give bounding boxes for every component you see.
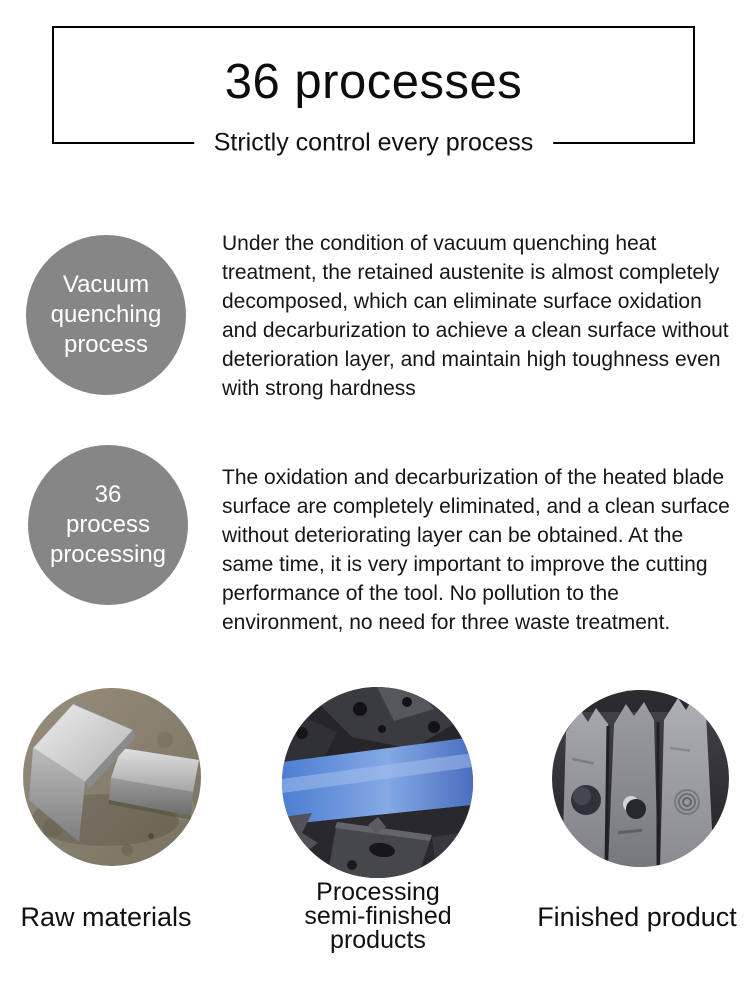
36-process-description: [222, 463, 730, 637]
caption-line: semi-finished: [304, 902, 452, 930]
badge-line: processing: [49, 541, 167, 568]
vacuum-quenching-description: [222, 229, 729, 403]
badge-line: process: [63, 331, 149, 358]
processing-semi-finished-photo: [282, 687, 473, 878]
badge-line: quenching: [50, 301, 162, 328]
badge-line: 36: [94, 481, 122, 508]
raw-materials-image: [23, 688, 201, 866]
vacuum-quenching-badge: [26, 235, 186, 395]
finished-product-photo: [552, 690, 729, 867]
page-subtitle: Strictly control every process: [194, 129, 554, 158]
caption-line: Raw materials: [20, 902, 192, 932]
paragraph-line: treatment, the retained austenite is almost completely: [222, 261, 720, 284]
semi-finished-caption: [272, 880, 484, 952]
caption-line: Processing: [316, 878, 440, 906]
paragraph-line: environment, no need for three waste treatment.: [222, 611, 671, 634]
36-process-badge: [28, 445, 188, 605]
paragraph-line: Under the condition of vacuum quenching heat: [222, 232, 657, 255]
paragraph-line: with strong hardness: [222, 377, 416, 400]
processing-image: [282, 687, 473, 878]
finished-product-image: [552, 690, 729, 867]
paragraph-line: and decarburization to achieve a clean surface without: [222, 319, 729, 342]
paragraph-line: decomposed, which can eliminate surface oxidation: [222, 290, 702, 313]
paragraph-line: performance of the tool. No pollution to the: [222, 582, 619, 605]
badge-line: process: [65, 511, 151, 538]
header-box: [52, 26, 695, 157]
paragraph-line: surface are completely eliminated, and a clean surface: [222, 495, 730, 518]
raw-materials-photo: [23, 688, 201, 866]
paragraph-line: deterioration layer, and maintain high toughness even: [222, 348, 721, 371]
paragraph-line: The oxidation and decarburization of the heated blade: [222, 466, 725, 489]
caption-line: products: [330, 926, 426, 954]
finished-product-caption: [524, 903, 750, 931]
paragraph-line: same time, it is very important to improve the cutting: [222, 553, 708, 576]
raw-materials-caption: [0, 903, 212, 931]
caption-line: Finished product: [537, 902, 737, 932]
badge-line: Vacuum: [62, 271, 150, 298]
page-title: 36 processes: [224, 55, 523, 109]
paragraph-line: without deteriorating layer can be obtained. At the: [222, 524, 684, 547]
